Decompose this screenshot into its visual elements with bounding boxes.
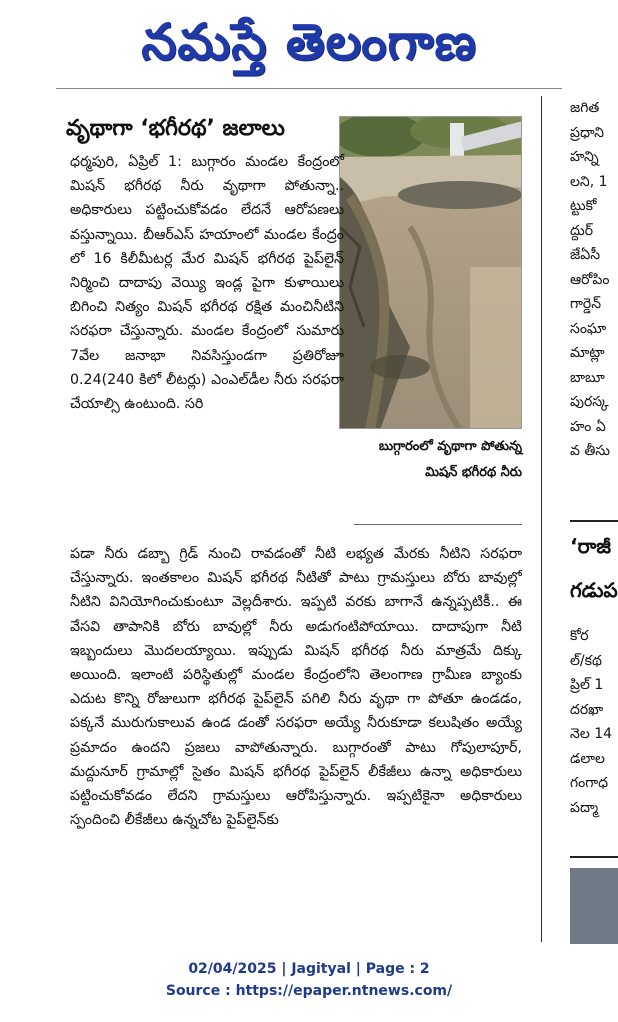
adjacent-text-line: సంఘా [570, 320, 607, 337]
adjacent-headline-line-2: గడుప [570, 578, 618, 602]
adjacent-text-line: హం ఏ [570, 418, 606, 435]
adjacent-text-line: ట్టుకో [570, 198, 597, 214]
leaking-pipeline-photo [340, 117, 522, 429]
adjacent-text-line: జగిత [570, 100, 600, 116]
adjacent-text-line: హన్ని [570, 149, 599, 165]
adjacent-text-line: ప్రిల్ 1 [570, 677, 604, 693]
newspaper-logo: నమస్తే తెలంగాణ [141, 13, 477, 71]
adjacent-text-line: కోర [570, 628, 589, 644]
article-body-part-2: పడా నీరు డబ్బా గ్రిడ్ నుంచి రావడంతో నీటి లభ్యత మేరకు నీటిని సరఫరా చేస్తున్నారు. ఇంతకాలం మిషన్ భగీరథ నీటితో పాటు గ్రామస్తులు బోరు బావుల్లో నీటిని వినియోగించుకుంటూ వెల్లదీశారు. ఇప్పటి వరకు బాగానే ఉన్నప్పటికీ.. ఈ వేసవి తాపానికి బోరు బావుల్లో నీరు అడుగంటిపోయాయి. దాదాపుగా నీటి ఇబ్బందులు మొదలయ్యాయి. ఇప్పుడు మిషన్ భగీరథ నీరు మాత్రమే దిక్కు అయింది. ఇలాంటి పరిస్థితుల్లో మండల కేంద్రంలోని తెలంగాణ గ్రామీణ బ్యాంకు ఎదుట కొన్ని రోజులుగా భగీరథ పైప్‌లైన్ పగిలి నీరు వృథా గా పోతూ ఉండడం, పక్కనే మురుగుకాలువ ఉండ డంతో సరఫరా అయ్యే నీరుకూడా కలుషితం అయ్యే ప్రమాదం ఉందని ప్రజలు వాపోతున్నారు. బుగ్గారంతో పాటు గోపులాపూర్, మద్దునూర్ గ్రామాల్లో సైతం మిషన్ భగీరథ పైప్‌లైన్ లీకేజీలు ఉన్నా అధికారులు పట్టించుకోవడం లేదని గ్రామస్తులు ఆరోపిస్తున్నారు. ఇప్పటికైనా అధికారులు స్పందించి లీకేజీలు ఉన్నచోట పైప్‌లైన్‌కు [70, 546, 522, 829]
adjacent-photo [570, 868, 618, 944]
adjacent-text-line: లని, 1 [570, 173, 608, 190]
adjacent-text-line: గార్డెన్ [570, 296, 602, 312]
adjacent-text-line: ద్దుర్ [570, 222, 594, 239]
adjacent-photo-divider [570, 856, 618, 858]
news-article [56, 104, 522, 944]
adjacent-text-line: జేఏసీ [570, 247, 601, 263]
adjacent-story-text [570, 96, 610, 464]
article-photo [339, 116, 522, 429]
article-headline: వృథాగా ‘భగీరథ’ జలాలు [66, 116, 285, 141]
adjacent-text-line: పద్మా [570, 799, 599, 816]
caption-divider [354, 524, 522, 525]
adjacent-text-line: గంగాధ [570, 775, 609, 791]
masthead-divider [56, 88, 562, 89]
source-link[interactable]: Source : https://epaper.ntnews.com/ [165, 983, 453, 999]
page-footer [0, 958, 618, 1002]
adjacent-text-line: డలాల [570, 750, 605, 767]
adjacent-text-line: నెల 14 [570, 726, 613, 742]
masthead [0, 6, 618, 78]
adjacent-text-line: ప్రధాని [570, 124, 604, 141]
adjacent-text-line: దరఖా [570, 701, 604, 718]
adjacent-text-line: వ తీసు [570, 443, 611, 459]
adjacent-text-line: బాబూ [570, 369, 605, 386]
adjacent-text-line: ల్/కథ [570, 652, 602, 669]
edition-info: 02/04/2025 | Jagityal | Page : 2 [188, 961, 430, 977]
adjacent-text-line: పురస్క [570, 394, 609, 410]
adjacent-story-divider [570, 520, 618, 522]
adjacent-text-line: మాట్లా [570, 345, 605, 361]
adjacent-headline-line-1: ‘రాజీ [570, 534, 611, 558]
photo-caption: బుగ్గారంలో వృథాగా పోతున్న మిషన్ భగీరథ నీరు [378, 439, 522, 480]
adjacent-story-text-2 [570, 624, 612, 820]
article-body-part-1: ధర్మపురి, ఏప్రిల్ 1: బుగ్గారం మండల కేంద్రంలో మిషన్ భగీరథ నీరు వృథాగా పోతున్నా.. అధికారులు పట్టించుకోవడం లేదనే ఆరోపణలు వస్తున్నాయి. బీఆర్ఎస్ హయాంలో మండల కేంద్రం లో 16 కిలీమీటర్ల మేర మిషన్ భగీరథ పైప్‌లైన్ నిర్మించి దాదాపు వెయ్యి ఇండ్ల పైగా కుళాయిలు బిగించి నిత్యం మిషన్ భగీరథ రక్షిత మంచినీటిని సరఫరా చేస్తున్నారు. మండల కేంద్రంలో సుమారు 7వేల జనాభా నివసిస్తుండగా ప్రతిరోజూ 0.24(240 కిలో లీటర్లు) ఎంఎల్‌డీల నీరు సరఫరా చేయాల్సి ఉంటుంది. సరి [70, 154, 344, 413]
adjacent-column [570, 96, 618, 944]
column-divider [541, 96, 542, 942]
adjacent-text-line: ఆరోపిం [570, 271, 610, 288]
